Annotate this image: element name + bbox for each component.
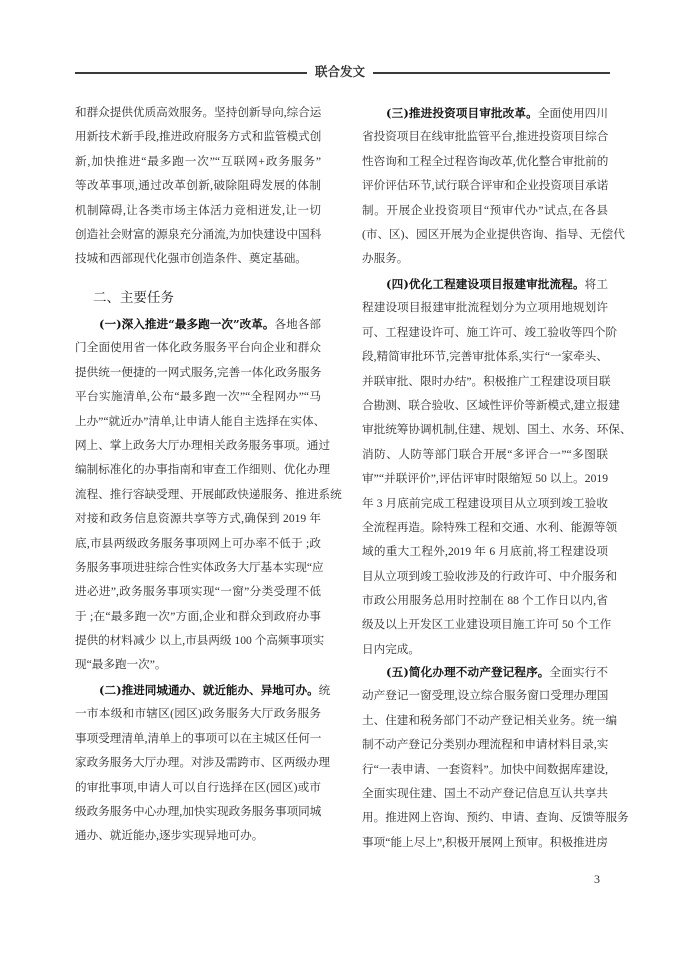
line-text: 家政务服务大厅办理。对涉及需跨市、区两级办理 xyxy=(75,756,331,770)
text-line xyxy=(75,174,321,198)
text-line xyxy=(75,605,321,629)
line-text: 消防、人防等部门联合开展“多评合一”“多图联 xyxy=(362,447,608,461)
text-line xyxy=(75,361,321,385)
line-text: 底,市县两级政务服务事项网上可办率不低于 ;政 xyxy=(75,536,321,550)
line-text: 日内完成。 xyxy=(362,642,420,656)
text-line xyxy=(75,336,321,360)
paragraph-heading: (三)推进投资项目审批改革。 xyxy=(386,106,538,120)
text-line xyxy=(362,321,618,345)
page-number: 3 xyxy=(594,872,600,886)
line-text: 于 ;在“最多跑一次”方面,企业和群众到政府办事 xyxy=(75,609,321,623)
header-title: 联合发文 xyxy=(314,64,365,79)
line-text: 一市本级和市辖区(园区)政务服务大厅政务服务 xyxy=(75,707,321,721)
line-text: 机制障碍,让各类市场主体活力竞相迸发,让一切 xyxy=(75,203,321,217)
line-text: 级政务服务中心办理,加快实现政务服务事项同城 xyxy=(75,804,322,818)
line-text: 平台实施清单,公布“最多跑一次”“全程网办”“马 xyxy=(75,390,321,404)
text-line xyxy=(362,174,608,198)
text-line xyxy=(362,684,608,708)
text-line xyxy=(362,418,632,442)
text-line xyxy=(362,272,608,296)
line-text: (市、区)、园区开展为企业提供咨询、指导、无偿代 xyxy=(362,227,625,241)
text-line xyxy=(362,223,625,247)
line-text: 程建设项目报建审批流程划分为立项用地规划许 xyxy=(362,301,608,315)
text-line xyxy=(362,492,608,516)
line-text: 现“最多跑一次”。 xyxy=(75,658,167,672)
text-line xyxy=(362,806,629,830)
line-text: 事项受理清单,清单上的事项可以在主城区任何一 xyxy=(75,731,322,745)
text-line xyxy=(75,101,321,125)
text-line xyxy=(75,824,321,848)
text-line xyxy=(362,660,608,684)
text-line xyxy=(362,589,608,613)
line-text: 行“一表申请、一套资料”。加快中间数据库建设, xyxy=(362,762,608,776)
text-line xyxy=(362,565,618,589)
paragraph-2 xyxy=(75,678,331,849)
line-text: 年 3 月底前完成工程建设项目从立项到竣工验收 xyxy=(362,496,608,510)
line-text: 办服务。 xyxy=(362,252,409,266)
text-line xyxy=(75,312,321,336)
line-text: 门全面使用省一体化政务服务平台向企业和群众 xyxy=(75,341,321,355)
line-text: 制。开展企业投资项目“预审代办”试点,在各县 xyxy=(362,203,608,217)
text-line xyxy=(362,150,608,174)
line-text: 创造社会财富的源泉充分涌流,为加快建设中国科 xyxy=(75,227,322,241)
paragraph-4 xyxy=(362,272,632,662)
line-text: 的审批事项,申请人可以自行选择在区(园区)或市 xyxy=(75,780,321,794)
text-line xyxy=(362,394,620,418)
text-line xyxy=(75,247,321,271)
text-line xyxy=(75,751,331,775)
text-line xyxy=(362,516,618,540)
line-text: 用。推进网上咨询、预约、申请、查询、反馈等服务 xyxy=(362,811,629,825)
text-line xyxy=(362,199,608,223)
text-line xyxy=(75,702,321,726)
header-rule-left xyxy=(75,72,307,74)
text-line xyxy=(75,653,321,677)
line-text: 提供统一便捷的一网式服务,完善一体化政务服务 xyxy=(75,365,322,379)
line-text: 进必进”,政务服务事项实现“一窗”分类受理不低 xyxy=(75,585,321,599)
line-text: 审”“并联评价”,评估评审时限缩短 50 以上。2019 xyxy=(362,472,608,486)
line-text: 提供的材料减少 以上,市县两级 100 个高频事项实 xyxy=(75,634,325,648)
line-text: 目从立项到竣工验收涉及的行政许可、中介服务和 xyxy=(362,569,618,583)
paragraph-1 xyxy=(75,312,342,678)
text-line xyxy=(362,101,608,125)
paragraph-heading: (一)深入推进“最多跑一次”改革。 xyxy=(99,317,275,331)
text-line xyxy=(362,540,608,564)
line-text: 制不动产登记分类别办理流程和申请材料目录,实 xyxy=(362,738,609,752)
paragraph-heading: (二)推进同城通办、就近能办、异地可办。 xyxy=(99,683,319,697)
line-text: 合勘测、联合验收、区域性评价等新模式,建立报建 xyxy=(362,398,620,412)
line-text: 全面实现住建、国土不动产登记信息互认共享共 xyxy=(362,786,608,800)
text-line xyxy=(75,483,342,507)
text-line xyxy=(362,733,608,757)
line-text: 评价评估环节,试行联合评审和企业投资项目承诺 xyxy=(362,179,609,193)
line-text: 通办、就近能办,逐步实现异地可办。 xyxy=(75,829,264,843)
text-line xyxy=(75,410,326,434)
line-text: 审批统筹协调机制,住建、规划、国土、水务、环保、 xyxy=(362,423,632,437)
line-text: 性咨询和工程全过程咨询改革,优化整合审批前的 xyxy=(362,154,609,168)
line-text: 统 xyxy=(318,684,331,697)
line-text: 全流程再造。除特殊工程和交通、水利、能源等领 xyxy=(362,520,618,534)
line-text: 事项“能上尽上”,积极开展网上预审。积极推进房 xyxy=(362,835,608,849)
text-line xyxy=(75,125,321,149)
line-text: 编制标准化的办事指南和审查工作细则、优化办理 xyxy=(75,463,331,477)
text-line xyxy=(75,223,321,247)
text-line xyxy=(362,125,608,149)
line-text: 等改革事项,通过改革创新,破除阻碍发展的体制 xyxy=(75,179,321,193)
line-text: 网上、掌上政务大厅办理相关政务服务事项。通过 xyxy=(75,438,331,452)
line-text: 域的重大工程外,2019 年 6 月底前,将工程建设项 xyxy=(362,545,608,559)
text-line xyxy=(362,467,608,491)
text-line xyxy=(75,507,321,531)
line-text: 对接和政务信息资源共享等方式,确保到 2019 年 xyxy=(75,512,321,526)
text-line xyxy=(362,370,611,394)
text-line xyxy=(362,758,608,782)
line-text: 和群众提供优质高效服务。坚持创新导向,综合运 xyxy=(75,106,322,119)
text-line xyxy=(362,345,608,369)
text-line xyxy=(362,638,608,662)
paragraph-heading: (四)优化工程建设项目报建审批流程。 xyxy=(386,277,585,291)
line-text: 省投资项目在线审批监管平台,推进投资项目综合 xyxy=(362,130,609,144)
line-text: 技城和西部现代化强市创造条件、奠定基础。 xyxy=(75,252,307,266)
text-line xyxy=(362,443,608,467)
text-line xyxy=(75,580,321,604)
text-line xyxy=(75,556,324,580)
text-line xyxy=(362,709,618,733)
line-text: 段,精简审批环节,完善审批体系,实行“一家牵头、 xyxy=(362,350,608,364)
text-line xyxy=(75,385,321,409)
text-line xyxy=(362,247,608,271)
text-line xyxy=(362,782,608,806)
text-line xyxy=(75,434,331,458)
line-text: 务服务事项进驻综合性实体政务大厅基本实现“应 xyxy=(75,560,324,574)
paragraph-heading: (五)简化办理不动产登记程序。 xyxy=(386,665,550,679)
text-line xyxy=(75,776,321,800)
line-text: 并联审批、限时办结”。积极推广工程建设项目联 xyxy=(362,374,611,388)
text-line xyxy=(75,800,321,824)
line-text: 土、住建和税务部门不动产登记相关业务。统一编 xyxy=(362,713,618,727)
line-text: 市政公用服务总用时控制在 88 个工作日以内,省 xyxy=(362,594,608,608)
text-line xyxy=(362,296,608,320)
text-line xyxy=(75,199,321,223)
line-text: 级及以上开发区工业建设项目施工许可 50 个工作 xyxy=(362,618,612,632)
line-text: 动产登记一窗受理,设立综合服务窗口受理办理国 xyxy=(362,689,609,703)
text-line xyxy=(75,727,321,751)
text-line xyxy=(75,629,325,653)
text-line xyxy=(362,831,608,855)
section-title: 二、主要任务 xyxy=(93,290,174,306)
line-text: 各地各部 xyxy=(274,318,321,331)
paragraph-intro xyxy=(75,101,321,272)
text-line xyxy=(75,532,321,556)
text-line xyxy=(75,150,321,174)
text-line xyxy=(75,678,331,702)
line-text: 上办”“就近办”清单,让申请人能自主选择在实体、 xyxy=(75,414,326,428)
text-line xyxy=(75,458,331,482)
line-text: 全面使用四川 xyxy=(537,107,608,120)
line-text: 新,加快推进“最多跑一次”“互联网+政务服务” xyxy=(75,154,321,168)
header-rule-right xyxy=(373,72,610,74)
line-text: 将工 xyxy=(584,278,608,291)
line-text: 用新技术新手段,推进政府服务方式和监管模式创 xyxy=(75,130,322,144)
line-text: 流程、推行容缺受理、开展邮政快递服务、推进系统 xyxy=(75,487,342,501)
line-text: 全面实行不 xyxy=(549,666,608,679)
paragraph-5 xyxy=(362,660,629,855)
line-text: 可、工程建设许可、施工许可、竣工验收等四个阶 xyxy=(362,325,618,339)
text-line xyxy=(362,613,612,637)
paragraph-3 xyxy=(362,101,625,272)
